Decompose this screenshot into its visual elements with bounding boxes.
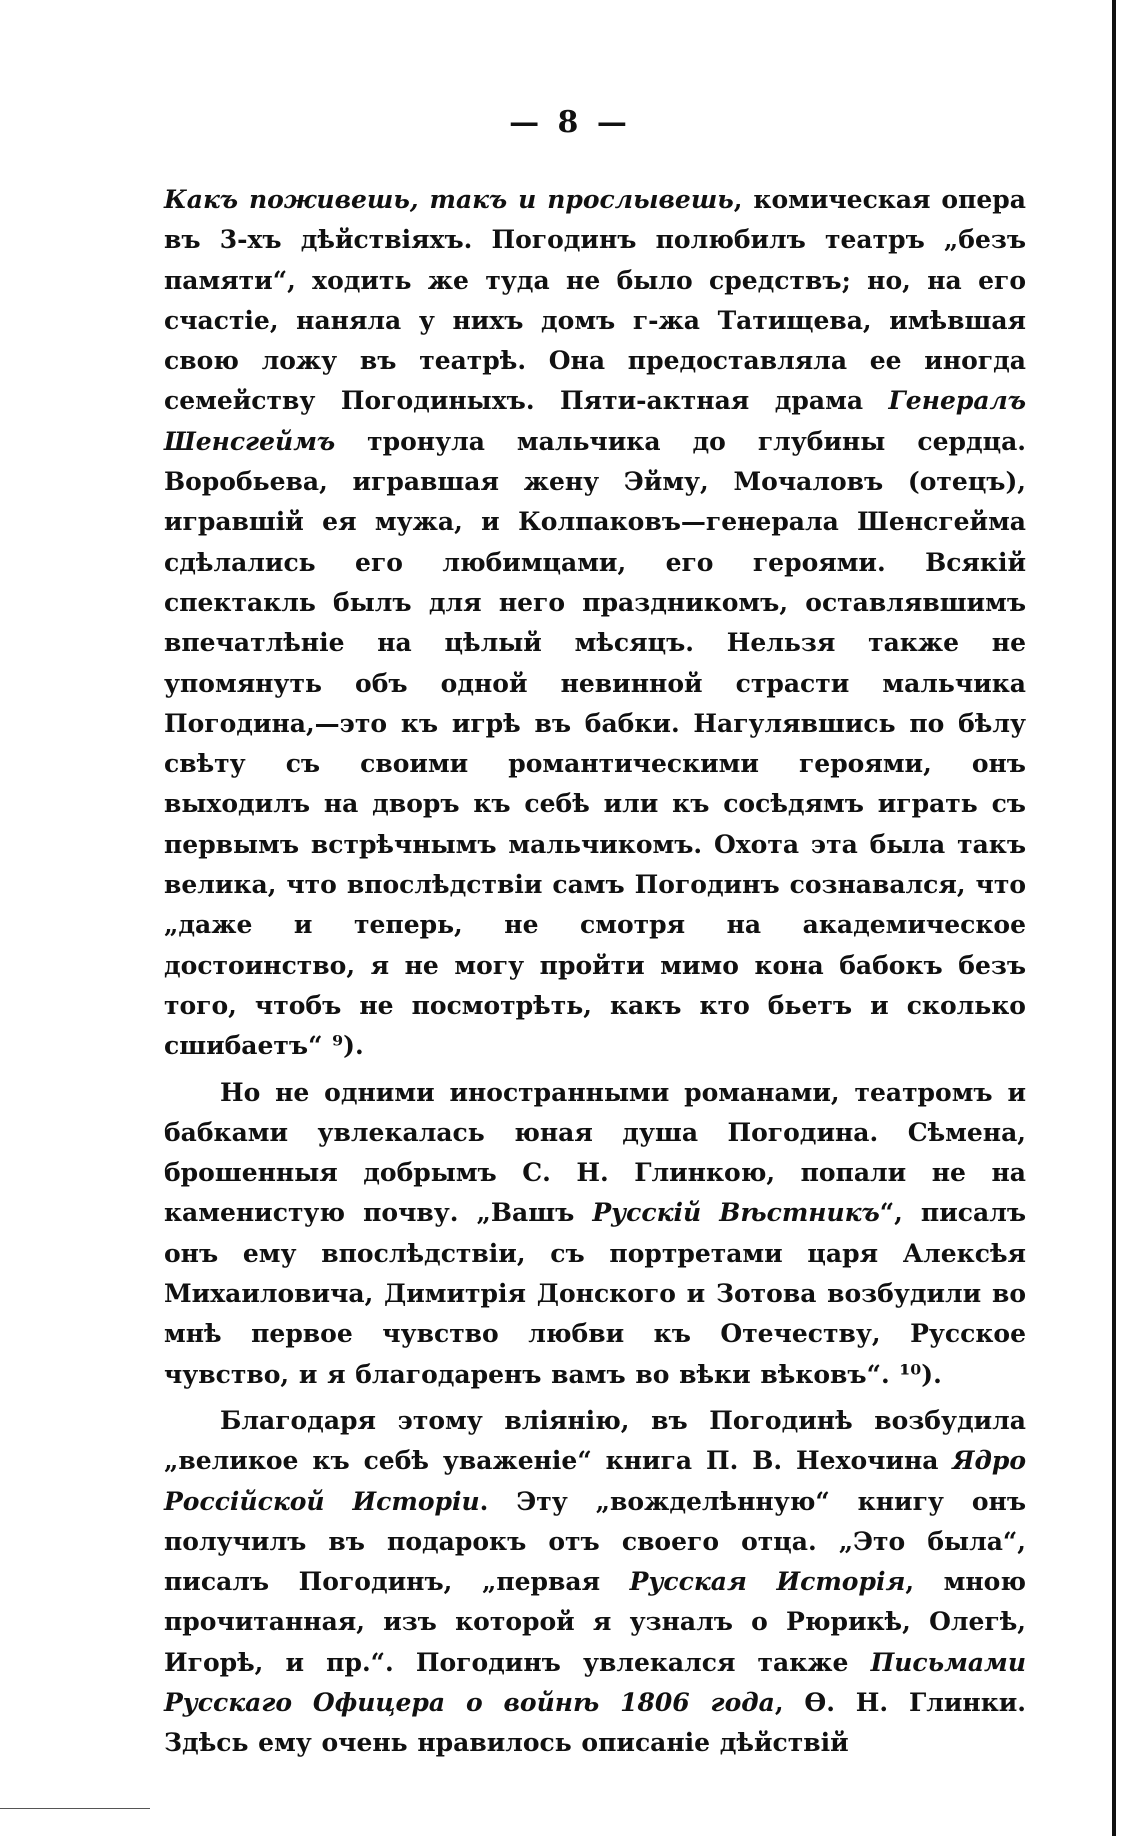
text-segment: “, писалъ онъ ему впослѣдствіи, съ портретами царя Алексѣя Михаиловича, Димитрія Донского и Зотова возбудили во мнѣ первое чувство любви къ Отечеству, Русское чувство, и я благодаренъ вамъ во вѣки вѣковъ“. ¹⁰). bbox=[164, 1198, 1026, 1389]
paragraph-1 bbox=[164, 180, 1026, 1067]
text-segment: , комическая опера въ 3-хъ дѣйствіяхъ. Погодинъ полюбилъ театръ „безъ памяти“, ходить же туда не было средствъ; но, на его счастіе, наняла у нихъ домъ г-жа Татищева, имѣвшая свою ложу въ театрѣ. Она предоставляла ее иногда семейству Погодиныхъ. Пяти-актная драма bbox=[164, 185, 1026, 416]
bottom-rule bbox=[0, 1808, 150, 1809]
text-segment: , Ѳ. Н. Глинки. Здѣсь ему очень нравилось описаніе дѣйствій bbox=[164, 1687, 1026, 1758]
italic-title-segment: Русская Исторія bbox=[629, 1567, 906, 1597]
page-edge-line bbox=[1112, 0, 1116, 1836]
italic-title-segment: Генералъ Шенсгеймъ bbox=[164, 386, 1026, 456]
italic-title-segment: Ядро Россійской Исторіи bbox=[164, 1446, 1026, 1516]
paragraph-3 bbox=[164, 1401, 1026, 1764]
text-segment: тронула мальчика до глубины сердца. Воробьева, игравшая жену Эйму, Мочаловъ (отецъ), игравшій ея мужа, и Колпаковъ—генерала Шенсгейма сдѣлались его любимцами, его героями. Всякій спектакль былъ для него праздникомъ, оставлявшимъ впечатлѣніе на цѣлый мѣсяцъ. Нельзя также не упомянуть объ одной невинной страсти мальчика Погодина,—это къ игрѣ въ бабки. Нагулявшись по бѣлу свѣту съ своими романтическими героями, онъ выходилъ на дворъ къ себѣ или къ сосѣдямъ играть съ первымъ встрѣчнымъ мальчикомъ. Охота эта была такъ велика, что впослѣдствіи самъ Погодинъ сознавался, что „даже и теперь, не смотря на академическое достоинство, я не могу пройти мимо кона бабокъ безъ того, чтобъ не посмотрѣть, какъ кто бьетъ и сколько сшибаетъ“ ⁹). bbox=[164, 426, 1026, 1061]
body-text bbox=[164, 180, 1026, 1764]
text-segment: , мною прочитанная, изъ которой я узналъ о Рюрикѣ, Олегѣ, Игорѣ, и пр.“. Погодинъ увлекался также bbox=[164, 1567, 1026, 1677]
italic-title-segment: Какъ поживешь, такъ и прослывешь bbox=[164, 185, 734, 214]
text-segment: Но не одними иностранными романами, театромъ и бабками увлекалась юная душа Погодина. Сѣмена, брошенныя добрымъ С. Н. Глинкою, попали не на каменистую почву. „Вашъ bbox=[164, 1077, 1026, 1228]
paragraph-2 bbox=[164, 1073, 1026, 1395]
text-segment: Благодаря этому вліянію, въ Погодинѣ возбудила „великое къ себѣ уваженіе“ книга П. В. Нехочина bbox=[164, 1405, 1026, 1476]
italic-title-segment: Русскій Вѣстникъ bbox=[592, 1198, 880, 1228]
italic-title-segment: Письмами Русскаго Офицера о войнѣ 1806 года bbox=[164, 1647, 1026, 1717]
text-segment: . Эту „вожделѣнную“ книгу онъ получилъ въ подарокъ отъ своего отца. „Это была“, писалъ Погодинъ, „первая bbox=[164, 1486, 1026, 1597]
page-number: — 8 — bbox=[509, 105, 631, 140]
